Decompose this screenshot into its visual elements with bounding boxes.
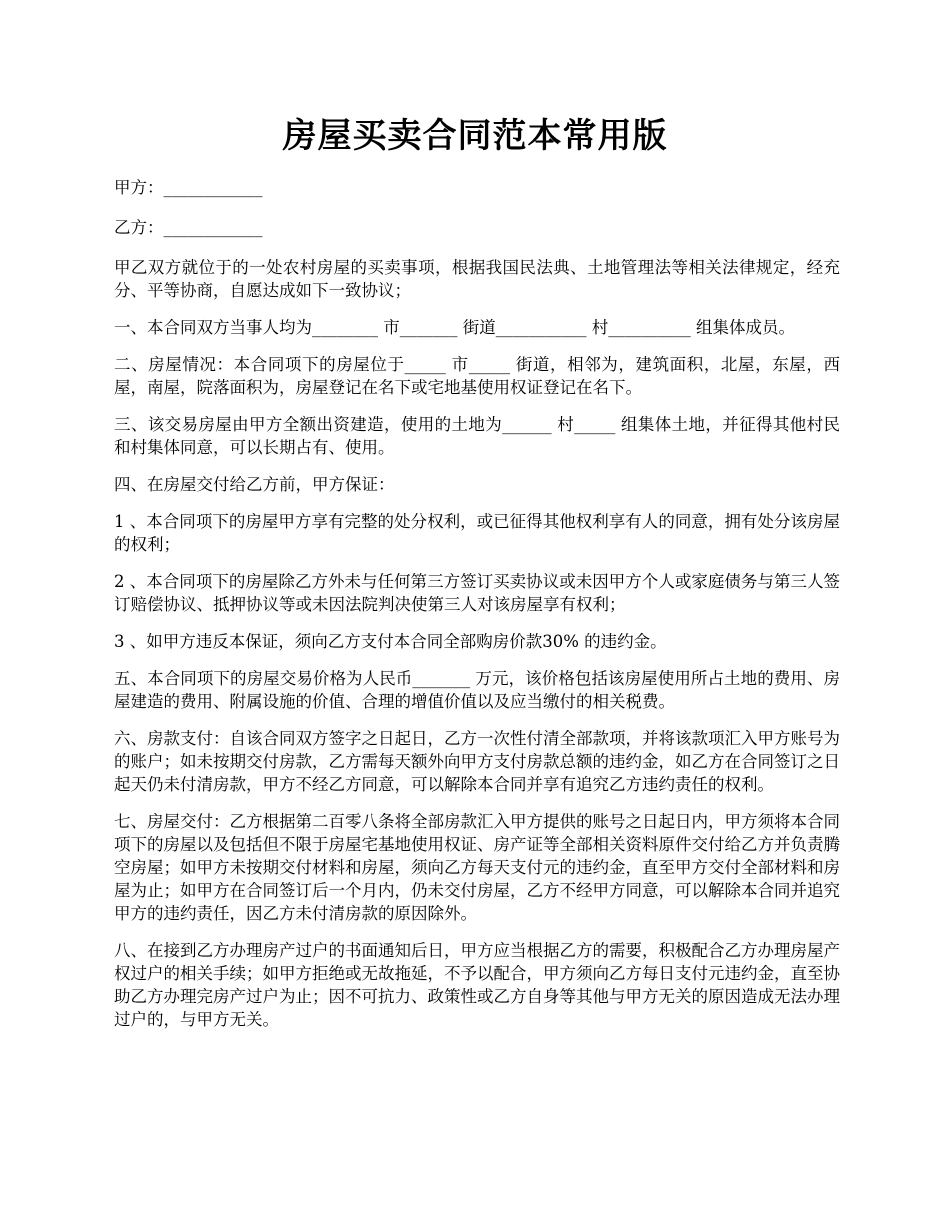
paragraph-clause-7: 七、房屋交付：乙方根据第二百零八条将全部房款汇入甲方提供的账号之日起日内，甲方须将本合同项下的房屋以及包括但不限于房屋宅基地使用权证、房产证等全部相关资料原件交付给乙方并负责腾空房屋；如甲方未按期交付材料和房屋，须向乙方每天支付元的违约金，直至甲方交付全部材料和房屋为止；如甲方在合同签订后一个月内，仍未交付房屋，乙方不经甲方同意，可以解除本合同并追究甲方的违约责任，因乙方未付清房款的原因除外。 (114, 812, 840, 923)
paragraph-clause-4-item-2: 2 、本合同项下的房屋除乙方外未与任何第三方签订买卖协议或未因甲方个人或家庭债务与第三人签订赔偿协议、抵押协议等或未因法院判决使第三人对该房屋享有权利； (114, 572, 840, 614)
document-body (114, 176, 840, 1045)
party-a-line: 甲方：____________ (114, 178, 263, 197)
paragraph-preamble: 甲乙双方就位于的一处农村房屋的买卖事项，根据我国民法典、土地管理法等相关法律规定，经充分、平等协商，自愿达成如下一致协议； (114, 258, 840, 300)
paragraph-clause-8: 八、在接到乙方办理房产过户的书面通知后日，甲方应当根据乙方的需要，积极配合乙方办理房屋产权过户的相关手续；如甲方拒绝或无故拖延，不予以配合，甲方须向乙方每日支付元违约金，直至协助乙方办理完房产过户为止；因不可抗力、政策性或乙方自身等其他与甲方无关的原因造成无法办理过户的，与甲方无关。 (114, 941, 840, 1029)
paragraph-clause-3: 三、该交易房屋由甲方全额出资建造，使用的土地为______ 村_____ 组集体土地，并征得其他村民和村集体同意，可以长期占有、使用。 (114, 415, 840, 457)
paragraph-clause-5: 五、本合同项下的房屋交易价格为人民币_______ 万元，该价格包括该房屋使用所占土地的费用、房屋建造的费用、附属设施的价值、合理的增值价值以及应当缴付的相关税费。 (114, 669, 840, 711)
paragraph-clause-4-item-1: 1 、本合同项下的房屋甲方享有完整的处分权利，或已征得其他权利享有人的同意，拥有处分该房屋的权利； (114, 512, 840, 554)
paragraph-clause-1: 一、本合同双方当事人均为________ 市_______ 街道___________ 村__________ 组集体成员。 (114, 318, 795, 337)
document-title: 房屋买卖合同范本常用版 (282, 116, 668, 156)
paragraph-clause-4: 四、在房屋交付给乙方前，甲方保证： (114, 475, 395, 494)
paragraph-clause-4-item-3: 3 、如甲方违反本保证，须向乙方支付本合同全部购房价款30% 的违约金。 (114, 632, 667, 651)
paragraph-clause-2: 二、房屋情况：本合同项下的房屋位于_____ 市_____ 街道，相邻为，建筑面积，北屋，东屋，西屋，南屋，院落面积为，房屋登记在名下或宅地基使用权证登记在名下。 (114, 355, 840, 397)
paragraph-clause-6: 六、房款支付：自该合同双方签字之日起日，乙方一次性付清全部款项，并将该款项汇入甲方账号为的账户；如未按期交付房款，乙方需每天额外向甲方支付房款总额的违约金，如乙方在合同签订之日起天仍未付清房款，甲方不经乙方同意，可以解除本合同并享有追究乙方违约责任的权利。 (114, 729, 840, 794)
party-b-line: 乙方：____________ (114, 218, 263, 237)
